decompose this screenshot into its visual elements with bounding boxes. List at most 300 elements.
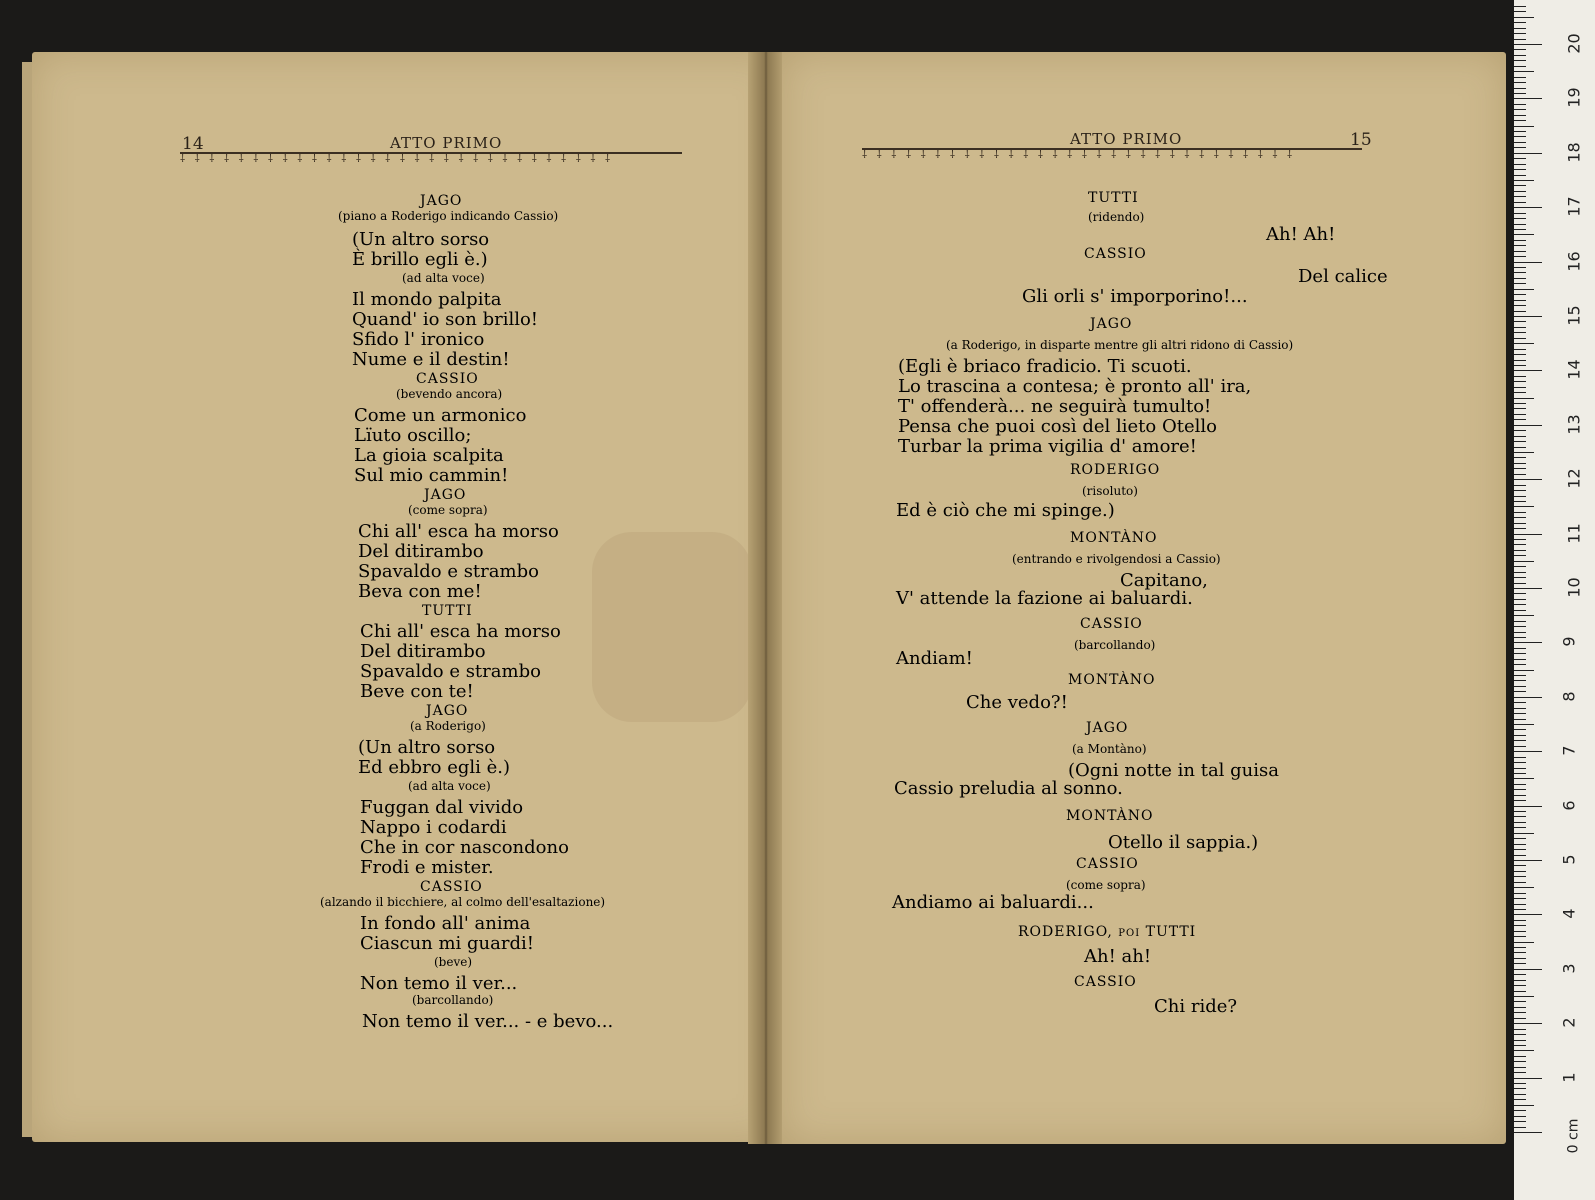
ruler-tick [1514,724,1534,725]
ruler-tick [1514,637,1526,638]
ruler-tick [1514,398,1534,399]
ruler-tick [1514,583,1526,584]
verse-line: Chi ride? [1154,996,1238,1017]
stage-direction: (ad alta voce) [402,271,485,285]
ruler-tick [1514,360,1526,361]
ruler-tick [1514,702,1526,703]
ruler-tick [1514,860,1542,861]
ruler-tick [1514,370,1542,371]
ruler-tick [1514,1121,1526,1122]
ruler-tick [1514,463,1526,464]
verse-line: (Un altro sorso [352,229,490,250]
verse-line: Non temo il ver... - e bevo... [362,1011,614,1032]
verse-line: Spavaldo e strambo [360,661,541,682]
ruler-tick [1514,164,1526,165]
ruler-number: 19 [1564,87,1584,109]
ruler-tick [1514,588,1542,589]
verse-line: Del calice [1298,266,1388,287]
ruler-tick [1514,1034,1526,1035]
verse-line: Beve con te! [360,681,474,702]
ruler-tick [1514,1083,1526,1084]
ruler-tick [1514,93,1526,94]
ruler-tick [1514,17,1534,18]
ruler-tick [1514,1067,1526,1068]
ruler-tick [1514,387,1526,388]
ruler-tick [1514,768,1526,769]
ruler-tick [1514,300,1526,301]
ruler-tick [1514,566,1526,567]
ruler-tick [1514,686,1526,687]
ruler-tick [1514,354,1526,355]
ruler-tick [1514,632,1526,633]
ruler-tick [1514,604,1526,605]
ruler-tick [1514,680,1526,681]
ruler-tick [1514,670,1534,671]
ruler-tick [1514,991,1526,992]
ruler-tick [1514,234,1534,235]
ruler-tick [1514,762,1526,763]
speaker-name: RODERIGO [1070,462,1161,478]
ruler-number: 2 [1559,1017,1579,1028]
ruler-number: 15 [1564,305,1584,326]
speaker-name: CASSIO [1076,856,1139,872]
ruler-tick [1514,561,1534,562]
verse-line: Non temo il ver... [360,973,518,994]
ruler-tick [1514,1012,1526,1013]
ruler-tick [1514,887,1534,888]
ruler-tick [1514,909,1526,910]
stage-direction: (bevendo ancora) [396,387,503,401]
stage-direction: (alzando il bicchiere, al colmo dell'esaltazione) [320,895,606,909]
ruler-tick [1514,332,1526,333]
ruler-tick [1514,528,1526,529]
stage-direction: (a Roderigo) [410,719,486,733]
ruler-tick [1514,441,1526,442]
ruler-tick [1514,795,1526,796]
ruler-tick [1514,425,1542,426]
ruler-tick [1514,490,1526,491]
verse-line: Del ditirambo [360,641,486,662]
ruler-number: 13 [1564,414,1584,435]
ruler-tick [1514,865,1526,866]
ruler-number: 16 [1564,250,1584,272]
ruler-tick [1514,659,1526,660]
ruler-tick [1514,958,1526,959]
ruler-tick [1514,376,1526,377]
verse-line: Sul mio cammin! [354,465,509,486]
ruler-tick [1514,468,1526,469]
verse-line: Come un armonico [354,405,527,426]
speaker-name: JAGO [1090,316,1133,332]
ruler-tick [1514,55,1526,56]
ruler-tick [1514,256,1526,257]
ruler-tick [1514,708,1526,709]
ruler-tick [1514,876,1526,877]
ruler-tick [1514,147,1526,148]
ruler-tick [1514,289,1534,290]
ruler-tick [1514,729,1526,730]
verse-line: Che in cor nascondono [360,837,569,858]
ruler-tick [1514,479,1542,480]
ruler-tick [1514,430,1526,431]
ruler-tick [1514,610,1526,611]
ruler-tick [1514,131,1526,132]
page-number-left: 14 [182,134,204,154]
verse-line: Spavaldo e strambo [358,561,539,582]
ruler-tick [1514,408,1526,409]
ruler-tick [1514,66,1526,67]
speaker-name: CASSIO [416,371,479,387]
ruler-tick [1514,229,1526,230]
running-header-right: ATTO PRIMO [1070,130,1183,148]
ruler-tick [1514,1132,1542,1133]
ornamental-rule-left: ⸸ ⸸ ⸸ ⸸ ⸸ ⸸ ⸸ ⸸ ⸸ ⸸ ⸸ ⸸ ⸸ ⸸ ⸸ ⸸ ⸸ ⸸ ⸸ ⸸ ⸸ ⸸ ⸸ ⸸ ⸸ ⸸ ⸸ ⸸ ⸸ ⸸ [180,152,682,166]
ruler-tick [1514,974,1526,975]
verse-line: Frodi e mister. [360,857,494,878]
ruler-number: 1 [1559,1072,1579,1083]
ruler-tick [1514,28,1526,29]
verse-line: Quand' io son brillo! [352,309,539,330]
verse-line: È brillo egli è.) [352,249,488,270]
verse-line: Ed è ciò che mi spinge.) [896,500,1115,521]
ruler-tick [1514,1078,1542,1079]
speaker-name: MONTÀNO [1068,672,1156,688]
verse-line: (Egli è briaco fradicio. Ti scuoti. [898,356,1192,377]
ruler-tick [1514,838,1526,839]
ruler-tick [1514,115,1526,116]
ruler-tick [1514,419,1526,420]
ruler-tick [1514,88,1526,89]
ruler-tick [1514,844,1526,845]
ruler-tick [1514,436,1526,437]
ruler-tick [1514,882,1526,883]
verse-line: Chi all' esca ha morso [360,621,561,642]
ruler-tick [1514,599,1526,600]
verse-line: Cassio preludia al sonno. [894,778,1123,799]
ruler-tick [1514,321,1526,322]
ruler-tick [1514,697,1542,698]
ruler-tick [1514,213,1526,214]
ruler-tick [1514,278,1526,279]
ruler-tick [1514,642,1542,643]
ruler-tick [1514,207,1542,208]
verse-line: Ah! Ah! [1266,224,1336,245]
ruler-tick [1514,1088,1526,1089]
ruler-tick [1514,447,1526,448]
ruler-tick [1514,142,1526,143]
ruler-tick [1514,936,1526,937]
ruler-tick [1514,675,1526,676]
ruler-tick [1514,751,1542,752]
ruler-number: 3 [1559,963,1579,974]
ruler-tick [1514,855,1526,856]
ruler-tick [1514,294,1526,295]
stage-direction: (come sopra) [1066,878,1146,892]
ruler-tick [1514,343,1534,344]
ruler-number: 14 [1564,359,1584,381]
ruler-tick [1514,523,1526,524]
ruler-tick [1514,789,1526,790]
ruler-tick [1514,572,1526,573]
ruler-tick [1514,740,1526,741]
ruler-tick [1514,251,1526,252]
ruler-tick [1514,82,1526,83]
ruler-tick [1514,648,1526,649]
ruler-tick [1514,577,1526,578]
verse-line: Beva con me! [358,581,482,602]
ruler-tick [1514,191,1526,192]
ruler-number: 20 [1564,33,1584,54]
ruler-tick [1514,555,1526,556]
stage-direction: (come sopra) [408,503,488,517]
verse-line: (Ogni notte in tal guisa [1068,760,1279,781]
speaker-name: MONTÀNO [1070,530,1158,546]
ruler-tick [1514,1001,1526,1002]
ruler-tick [1514,800,1526,801]
ruler-tick [1514,806,1542,807]
ruler-tick [1514,153,1542,154]
ruler-tick [1514,136,1526,137]
book-gutter [748,52,784,1144]
stage-direction: (ad alta voce) [408,779,491,793]
ruler-tick [1514,158,1526,159]
ruler-tick [1514,713,1526,714]
ruler-tick [1514,626,1526,627]
ruler-tick [1514,925,1526,926]
running-header-left: ATTO PRIMO [390,134,503,152]
ruler-number: 6 [1559,800,1579,811]
ruler-tick [1514,1045,1526,1046]
verse-line: Del ditirambo [358,541,484,562]
verse-line: Andiam! [896,648,973,669]
ruler-number: 12 [1564,468,1584,489]
speaker-name: CASSIO [1074,974,1137,990]
ruler-tick [1514,914,1542,915]
ruler-tick [1514,1094,1526,1095]
speaker-name: JAGO [1086,720,1129,736]
ruler-tick [1514,283,1526,284]
ruler-tick [1514,6,1526,7]
ruler-tick [1514,1056,1526,1057]
ruler-tick [1514,985,1526,986]
ruler-tick [1514,11,1526,12]
ruler-tick [1514,893,1526,894]
ruler-tick [1514,833,1534,834]
ruler-tick [1514,267,1526,268]
verse-line: Pensa che puoi così del lieto Otello [898,416,1217,437]
ruler-tick [1514,175,1526,176]
speaker-name: TUTTI [1088,190,1139,206]
verse-line: Nappo i codardi [360,817,507,838]
ruler-tick [1514,104,1526,105]
ruler-tick [1514,773,1526,774]
ruler-number: 7 [1559,745,1579,756]
ruler-tick [1514,185,1526,186]
stage-direction: (piano a Roderigo indicando Cassio) [338,209,559,223]
ruler-tick [1514,980,1526,981]
verse-line: Lo trascina a contesa; è pronto all' ira, [898,376,1252,397]
verse-line: V' attende la fazione ai baluardi. [896,588,1193,609]
ruler-tick [1514,653,1526,654]
verse-line: Il mondo palpita [352,289,502,310]
speaker-name: MONTÀNO [1066,808,1154,824]
ruler-tick [1514,898,1526,899]
stage-direction: (ridendo) [1088,210,1145,224]
ruler-tick [1514,60,1526,61]
ornamental-rule-right: ⸸ ⸸ ⸸ ⸸ ⸸ ⸸ ⸸ ⸸ ⸸ ⸸ ⸸ ⸸ ⸸ ⸸ ⸸ ⸸ ⸸ ⸸ ⸸ ⸸ ⸸ ⸸ ⸸ ⸸ ⸸ ⸸ ⸸ ⸸ ⸸ ⸸ [862,148,1362,162]
ruler-tick [1514,202,1526,203]
ruler-number: 18 [1564,142,1584,163]
ruler-tick [1514,262,1542,263]
ruler-tick [1514,316,1542,317]
ruler-tick [1514,381,1526,382]
ruler-tick [1514,169,1526,170]
page-number-right: 15 [1350,130,1372,150]
verse-line: Lïuto oscillo; [354,425,472,446]
ruler-tick [1514,1105,1534,1106]
ruler-tick [1514,746,1526,747]
ruler-tick [1514,904,1526,905]
speaker-name: CASSIO [1080,616,1143,632]
ruler-tick [1514,827,1526,828]
speaker-name: JAGO [420,193,463,209]
ruler-tick [1514,98,1542,99]
ruler-tick [1514,77,1526,78]
verse-line: La gioia scalpita [354,445,504,466]
verse-line: Turbar la prima vigilia d' amore! [898,436,1197,457]
watermark [592,532,752,722]
verse-line: Capitano, [1120,570,1208,591]
ruler-tick [1514,403,1526,404]
ruler-tick [1514,338,1526,339]
ruler-tick [1514,1110,1526,1111]
ruler-tick [1514,947,1526,948]
ruler-tick [1514,996,1534,997]
ruler-tick [1514,822,1526,823]
ruler-tick [1514,942,1534,943]
ruler-number: 5 [1559,854,1579,865]
verse-line: (Un altro sorso [358,737,496,758]
speaker-name: RODERIGO, poi TUTTI [1018,924,1197,940]
ruler-tick [1514,305,1526,306]
verse-line: Che vedo?! [966,692,1068,713]
ruler-tick [1514,1007,1526,1008]
ruler-number: 4 [1559,908,1579,919]
measurement-ruler [1514,0,1595,1200]
ruler-number: 11 [1564,522,1584,544]
ruler-tick [1514,1018,1526,1019]
ruler-tick [1514,952,1526,953]
ruler-tick [1514,719,1526,720]
verse-line: Gli orli s' imporporino!... [1022,286,1248,307]
ruler-tick [1514,757,1526,758]
ruler-tick [1514,1099,1526,1100]
ruler-tick [1514,414,1526,415]
stage-direction: (beve) [434,955,473,969]
ruler-tick [1514,615,1534,616]
ruler-tick [1514,44,1542,45]
ruler-tick [1514,963,1526,964]
ruler-tick [1514,811,1526,812]
ruler-tick [1514,218,1526,219]
speaker-name: TUTTI [422,603,473,619]
ruler-tick [1514,969,1542,970]
ruler-tick [1514,272,1526,273]
verse-line: Nume e il destin! [352,349,510,370]
verse-line: Sfido l' ironico [352,329,485,350]
ruler-tick [1514,621,1526,622]
ruler-tick [1514,474,1526,475]
verse-line: T' offenderà... ne seguirà tumulto! [898,396,1212,417]
ruler-tick [1514,506,1534,507]
ruler-unit-label: 0 cm [1565,1118,1582,1154]
ruler-tick [1514,539,1526,540]
ruler-tick [1514,778,1534,779]
ruler-tick [1514,457,1526,458]
verse-line: In fondo all' anima [360,913,531,934]
ruler-tick [1514,49,1526,50]
speaker-name: JAGO [426,703,469,719]
verse-line: Otello il sappia.) [1108,832,1259,853]
ruler-tick [1514,392,1526,393]
ruler-tick [1514,109,1526,110]
verse-line: Ed ebbro egli è.) [358,757,511,778]
ruler-tick [1514,1061,1526,1062]
ruler-number: 8 [1559,691,1579,702]
stage-direction: (a Roderigo, in disparte mentre gli altri ridono di Cassio) [946,338,1294,352]
ruler-tick [1514,485,1526,486]
stage-direction: (barcollando) [412,993,494,1007]
ruler-tick [1514,180,1534,181]
ruler-tick [1514,311,1526,312]
speaker-name: CASSIO [1084,246,1147,262]
ruler-tick [1514,245,1526,246]
ruler-tick [1514,1072,1526,1073]
ruler-tick [1514,544,1526,545]
verse-line: Ciascun mi guardi! [360,933,534,954]
ruler-tick [1514,126,1534,127]
ruler-tick [1514,1040,1526,1041]
ruler-tick [1514,550,1526,551]
ruler-tick [1514,735,1526,736]
ruler-tick [1514,120,1526,121]
ruler-tick [1514,1023,1542,1024]
ruler-tick [1514,501,1526,502]
ruler-tick [1514,224,1526,225]
ruler-tick [1514,33,1526,34]
ruler-tick [1514,1029,1526,1030]
ruler-tick [1514,349,1526,350]
verse-line: Fuggan dal vivido [360,797,524,818]
verse-line: Ah! ah! [1084,946,1152,967]
ruler-tick [1514,816,1526,817]
ruler-tick [1514,517,1526,518]
ruler-tick [1514,593,1526,594]
stage-direction: (a Montàno) [1072,742,1147,756]
ruler-tick [1514,22,1526,23]
ruler-tick [1514,691,1526,692]
ruler-tick [1514,1127,1526,1128]
ruler-number: 17 [1564,196,1584,217]
ruler-tick [1514,452,1534,453]
speaker-name: CASSIO [420,879,483,895]
ruler-tick [1514,240,1526,241]
ruler-tick [1514,1050,1534,1051]
ruler-number: 9 [1559,636,1579,647]
ruler-tick [1514,196,1526,197]
ruler-tick [1514,39,1526,40]
verse-line: Andiamo ai baluardi... [892,892,1094,913]
